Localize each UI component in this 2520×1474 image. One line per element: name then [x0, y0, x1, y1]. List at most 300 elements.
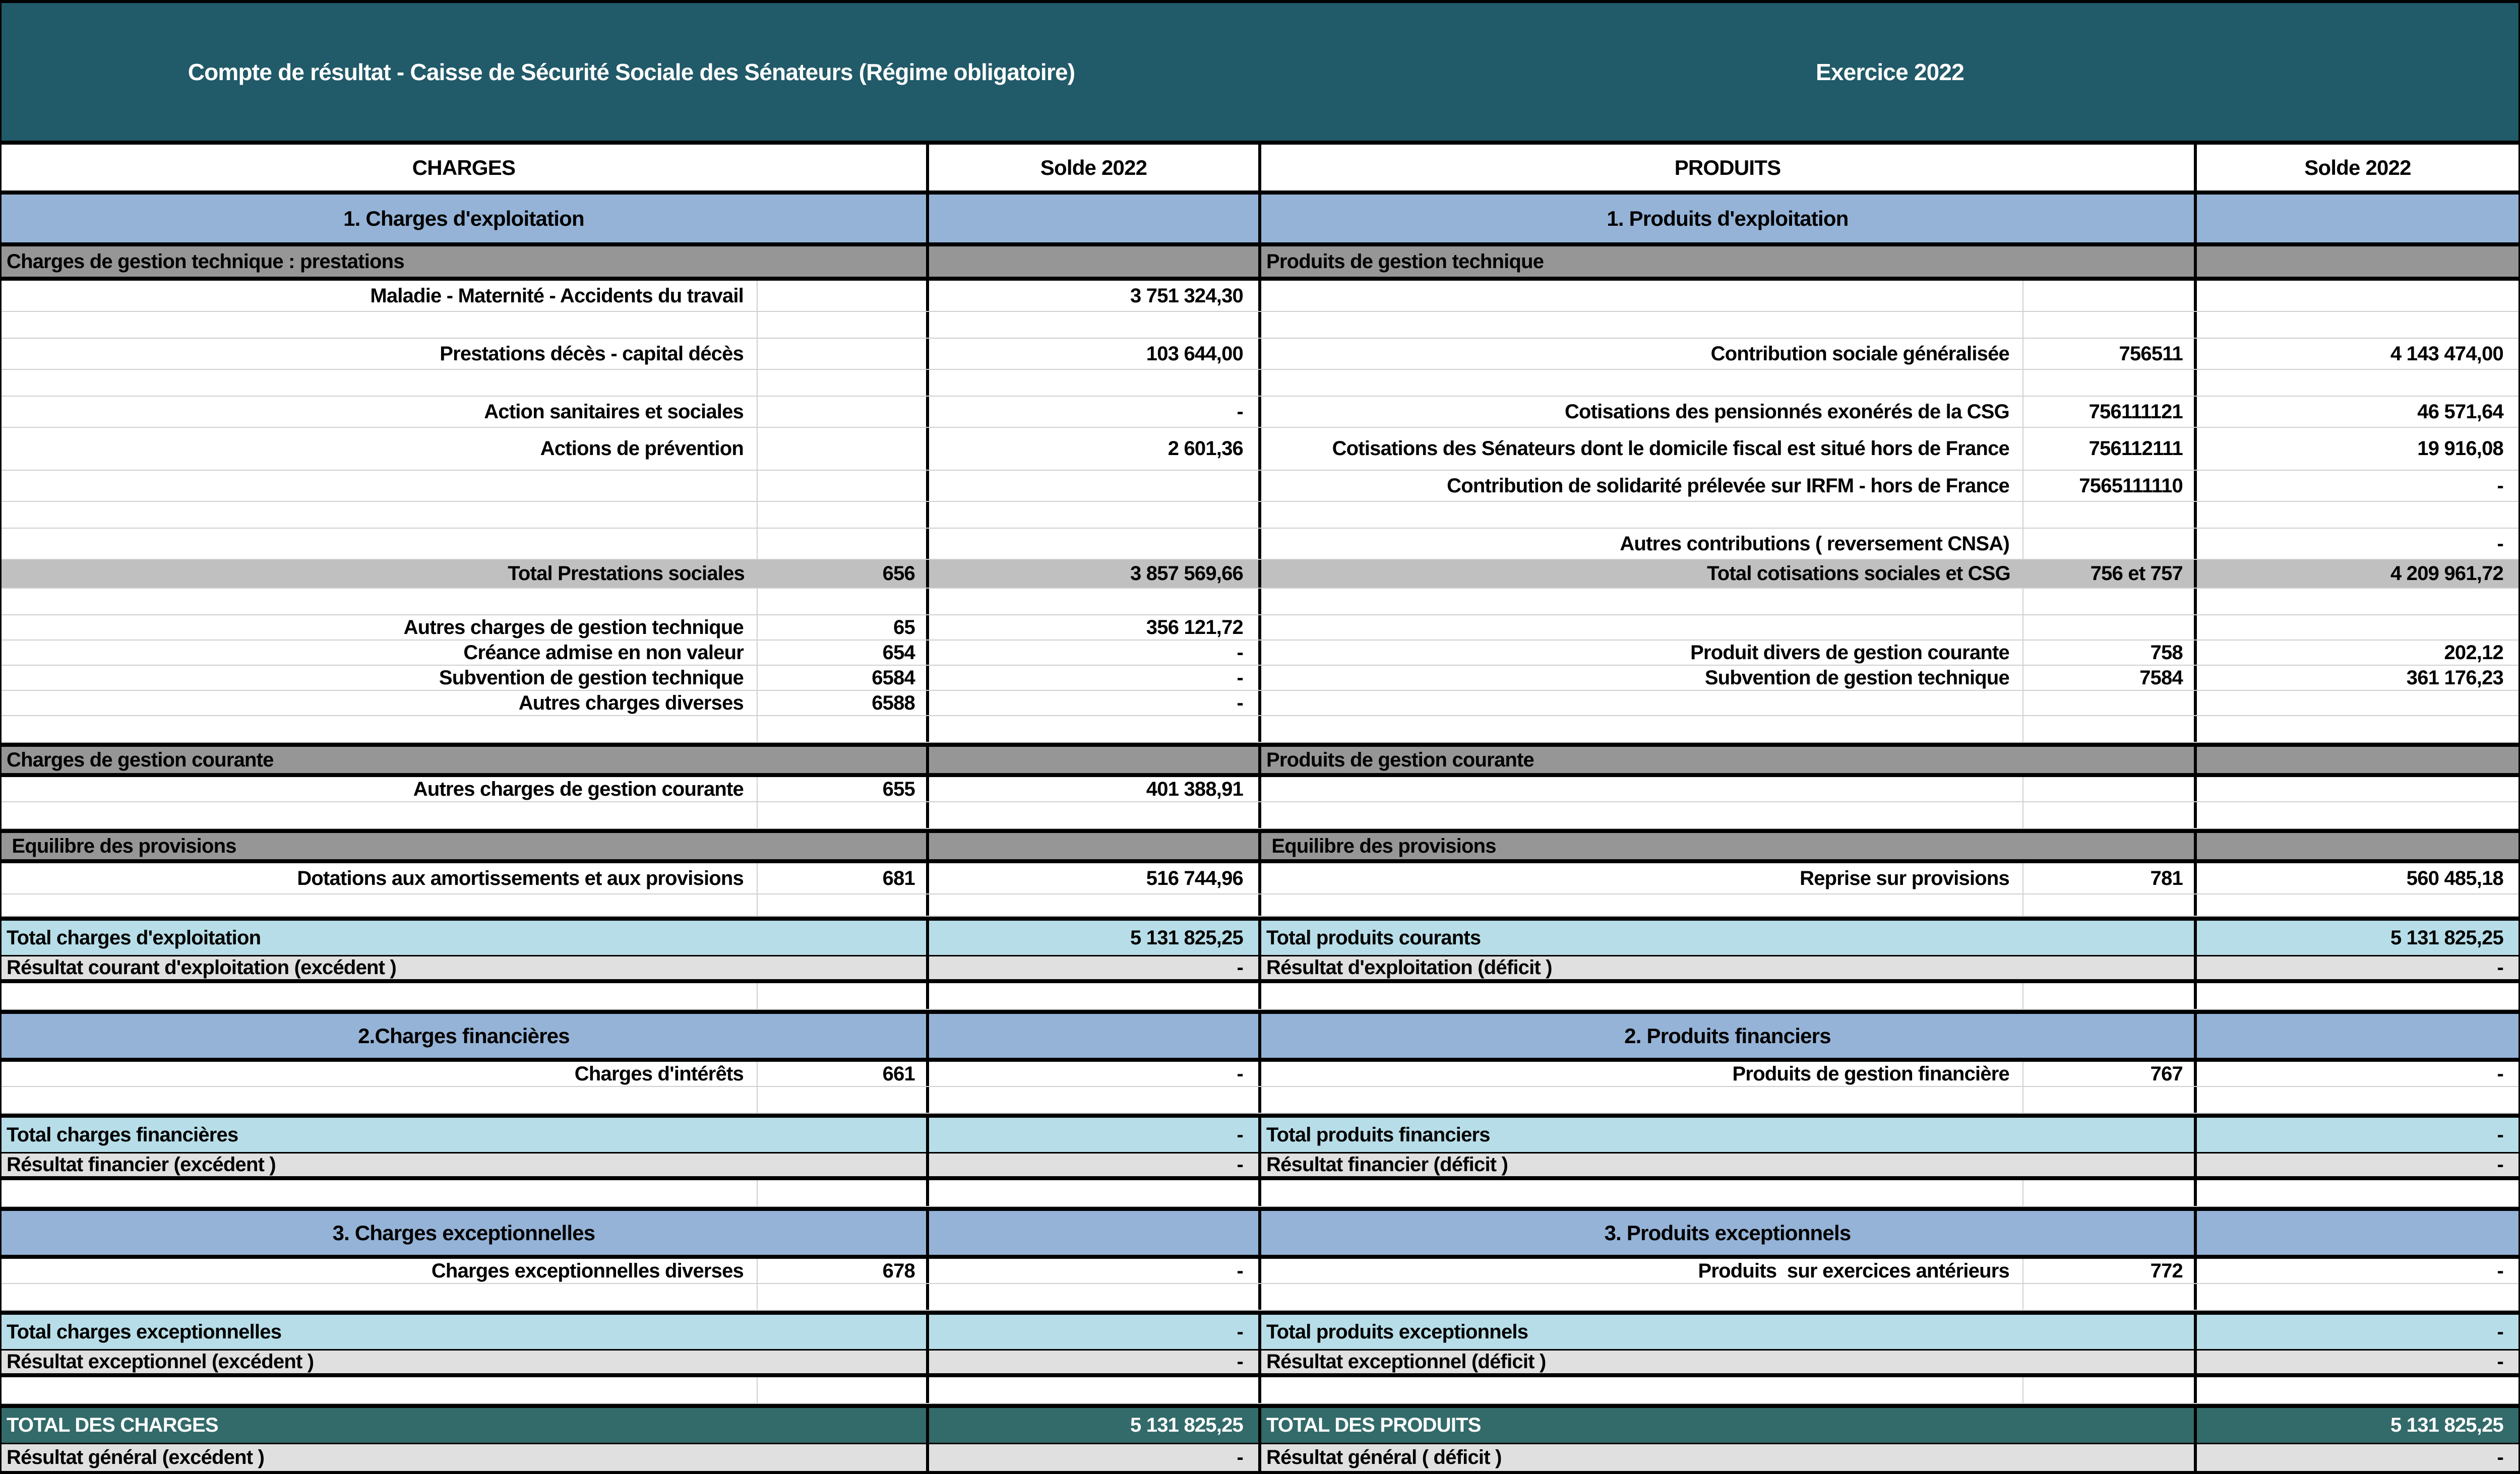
charges-amount-cell	[929, 312, 1261, 338]
charges-amount-cell-text: -	[1237, 1153, 1243, 1176]
charges-label-cell	[2, 1284, 758, 1310]
produits-label-cell	[1261, 777, 2023, 801]
charges-label-cell-text: Autres charges de gestion technique	[403, 616, 744, 638]
produits-amount-cell	[2197, 1211, 2518, 1255]
charges-account-code-cell	[758, 428, 929, 470]
charges-amount-cell-text: 2 601,36	[1167, 437, 1243, 460]
produits-amount-cell	[2197, 615, 2518, 639]
produits-label-cell-text: 1. Produits d'exploitation	[1607, 206, 1849, 230]
charges-label-cell-text: 3. Charges exceptionnelles	[332, 1221, 595, 1245]
produits-label-cell-text: Résultat général ( déficit )	[1266, 1446, 1502, 1468]
spacer-row	[2, 716, 2518, 743]
produits-label-cell	[1261, 589, 2023, 614]
charges-label-cell	[2, 1180, 758, 1206]
produits-label-cell	[1261, 1377, 2023, 1403]
produits-amount-cell	[2197, 1259, 2518, 1283]
produits-amount-cell	[2197, 640, 2518, 665]
produits-label-cell-text: Reprise sur provisions	[1800, 867, 2009, 889]
charges-amount-cell	[929, 1408, 1261, 1443]
produits-label-cell-text: Total produits courants	[1266, 926, 1481, 949]
charges-account-code-cell	[758, 370, 929, 396]
charges-label-cell-text: Charges exceptionnelles diverses	[431, 1259, 744, 1282]
charges-amount-cell-text: 3 751 324,30	[1130, 284, 1243, 307]
produits-amount-cell	[2197, 747, 2518, 773]
produits-account-code-cell	[2023, 428, 2197, 470]
produits-label-cell-text: Total cotisations sociales et CSG	[1707, 562, 2010, 585]
charges-account-code-cell	[758, 894, 929, 916]
produits-amount-cell-text: -	[2497, 1123, 2503, 1146]
produits-label-cell	[1261, 1284, 2023, 1310]
charges-amount-cell-text: 401 388,91	[1146, 778, 1243, 800]
produits-label-cell	[1261, 1408, 2197, 1443]
charges-column-header-label: CHARGES	[412, 155, 516, 179]
charges-label-cell	[2, 640, 758, 665]
produits-label-cell	[1261, 666, 2023, 690]
charges-label-cell	[2, 716, 758, 742]
spacer-row	[2, 1377, 2518, 1404]
charges-account-code-cell	[758, 983, 929, 1009]
charges-label-cell	[2, 691, 758, 715]
produits-amount-cell-text: 361 176,23	[2406, 666, 2503, 689]
report-title: Compte de résultat - Caisse de Sécurité Sociale des Sénateurs (Régime obligatoire)	[188, 58, 1075, 85]
produits-amount-cell	[2197, 1351, 2518, 1373]
produits-label-cell-text: Résultat financier (déficit )	[1266, 1153, 1508, 1176]
charges-amount-cell	[929, 1444, 1261, 1471]
produits-amount-cell	[2197, 921, 2518, 955]
charges-account-code-cell-text: 661	[882, 1062, 915, 1085]
charges-label-cell-text: Dotations aux amortissements et aux provisions	[297, 867, 744, 889]
produits-label-cell-text: TOTAL DES PRODUITS	[1266, 1414, 1481, 1436]
charges-account-code-cell	[758, 691, 929, 715]
charges-amount-cell-text: 516 744,96	[1146, 867, 1243, 889]
produits-amount-cell-text: -	[2497, 1153, 2503, 1176]
produits-amount-cell	[2197, 1284, 2518, 1310]
charges-amount-cell	[929, 397, 1261, 427]
produits-amount-cell	[2197, 397, 2518, 427]
produits-label-cell	[1261, 956, 2197, 979]
produits-account-code-cell	[2023, 312, 2197, 338]
produits-label-cell	[1261, 1087, 2023, 1113]
charges-amount-cell	[929, 502, 1261, 528]
charges-amount-cell	[929, 777, 1261, 801]
produits-label-cell-text: Equilibre des provisions	[1266, 835, 1496, 857]
produits-amount-cell-text: 46 571,64	[2417, 400, 2503, 423]
charges-label-cell	[2, 1153, 929, 1176]
charges-amount-cell	[929, 1014, 1261, 1058]
produits-amount-cell-text: 202,12	[2444, 641, 2503, 664]
produits-account-code-cell-text: 781	[2150, 867, 2183, 889]
produits-amount-cell	[2197, 666, 2518, 690]
charges-label-cell	[2, 502, 758, 528]
charges-amount-cell	[929, 339, 1261, 369]
charges-label-cell-text: Autres charges diverses	[518, 691, 744, 714]
produits-amount-cell	[2197, 529, 2518, 559]
total-row	[2, 1311, 2518, 1351]
charges-amount-cell-text: -	[1237, 1062, 1243, 1085]
charges-label-cell	[2, 428, 758, 470]
produits-column-header-label: PRODUITS	[1674, 155, 1781, 179]
produits-amount-cell	[2197, 502, 2518, 528]
charges-label-cell	[2, 529, 758, 559]
charges-label-cell	[2, 956, 929, 979]
charges-label-cell-text: Total charges financières	[7, 1123, 238, 1146]
produits-label-cell-text: Subvention de gestion technique	[1704, 666, 2009, 689]
produits-label-cell	[1261, 640, 2023, 665]
charges-amount-cell	[929, 1062, 1261, 1086]
produits-amount-cell	[2197, 1062, 2518, 1086]
produits-amount-cell	[2197, 1315, 2518, 1349]
charges-account-code-cell	[758, 666, 929, 690]
charges-amount-cell-text: -	[1237, 1351, 1243, 1373]
produits-amount-cell-text: -	[2497, 1351, 2503, 1373]
charges-account-code-cell	[758, 1377, 929, 1403]
produits-amount-cell	[2197, 833, 2518, 859]
charges-account-code-cell	[758, 802, 929, 828]
charges-account-code-cell	[758, 471, 929, 501]
produits-label-cell-text: Produits sur exercices antérieurs	[1698, 1259, 2009, 1282]
produits-label-cell	[1261, 312, 2023, 338]
charges-label-cell	[2, 863, 758, 893]
produits-label-cell	[1261, 691, 2023, 715]
produits-account-code-cell	[2023, 802, 2197, 828]
produits-amount-cell	[2197, 312, 2518, 338]
solde-left-column-header-label: Solde 2022	[1040, 155, 1147, 179]
charges-amount-cell-text: -	[1237, 1320, 1243, 1343]
charges-label-cell-text: Action sanitaires et sociales	[484, 400, 744, 423]
charges-amount-cell-text: 356 121,72	[1146, 616, 1243, 638]
produits-label-cell	[1261, 833, 2197, 859]
charges-amount-cell-text: -	[1237, 1123, 1243, 1146]
charges-amount-cell	[929, 833, 1261, 859]
produits-account-code-cell-text: 7565111110	[2079, 474, 2183, 497]
charges-label-cell	[2, 312, 758, 338]
charges-amount-cell	[929, 666, 1261, 690]
section-header-row	[2, 195, 2518, 246]
charges-account-code-cell-text: 678	[882, 1259, 915, 1282]
charges-amount-cell	[929, 1180, 1261, 1206]
spacer-row	[2, 894, 2518, 917]
charges-label-cell-text: Charges de gestion courante	[7, 748, 274, 771]
produits-amount-cell	[2197, 802, 2518, 828]
charges-account-code-cell	[758, 615, 929, 639]
produits-amount-cell-text: -	[2497, 1259, 2503, 1282]
produits-amount-cell	[2197, 1377, 2518, 1403]
produits-label-cell-text: Total produits exceptionnels	[1266, 1320, 1528, 1343]
produits-account-code-cell	[2023, 777, 2197, 801]
charges-amount-cell	[929, 589, 1261, 614]
charges-label-cell	[2, 1351, 929, 1373]
produits-label-cell	[1261, 1062, 2023, 1086]
charges-amount-cell	[929, 560, 1261, 588]
charges-label-cell	[2, 777, 758, 801]
data-row	[2, 777, 2518, 802]
produits-label-cell-text: Produit divers de gestion courante	[1690, 641, 2009, 664]
charges-amount-cell-text: -	[1237, 956, 1243, 979]
charges-amount-cell	[929, 640, 1261, 665]
charges-label-cell	[2, 747, 929, 773]
charges-account-code-cell	[758, 589, 929, 614]
produits-account-code-cell	[2023, 1062, 2197, 1086]
produits-account-code-cell	[2023, 471, 2197, 501]
produits-amount-cell-text: 5 131 825,25	[2390, 926, 2503, 949]
charges-amount-cell-text: 5 131 825,25	[1130, 926, 1243, 949]
produits-label-cell	[1261, 370, 2023, 396]
solde-right-column-header-label: Solde 2022	[2304, 155, 2411, 179]
charges-account-code-cell-text: 681	[882, 867, 915, 889]
spacer-row	[2, 312, 2518, 339]
spacer-row	[2, 589, 2518, 615]
produits-label-cell-text: Cotisations des pensionnés exonérés de la CSG	[1564, 400, 2009, 423]
produits-label-cell	[1261, 983, 2023, 1009]
produits-amount-cell-text: -	[2497, 532, 2503, 555]
produits-account-code-cell	[2023, 589, 2197, 614]
produits-amount-cell	[2197, 956, 2518, 979]
produits-label-cell	[1261, 716, 2023, 742]
produits-account-code-cell	[2023, 397, 2197, 427]
produits-account-code-cell	[2023, 502, 2197, 528]
produits-account-code-cell	[2023, 1087, 2197, 1113]
produits-account-code-cell	[2023, 863, 2197, 893]
charges-amount-cell	[929, 1118, 1261, 1152]
charges-amount-cell	[929, 1377, 1261, 1403]
produits-amount-cell-text: -	[2497, 1320, 2503, 1343]
produits-amount-cell	[2197, 281, 2518, 311]
spacer-row	[2, 802, 2518, 829]
produits-account-code-cell-text: 756111121	[2088, 400, 2183, 423]
total-row	[2, 917, 2518, 956]
section-header-row	[2, 1207, 2518, 1259]
charges-amount-cell	[929, 615, 1261, 639]
produits-label-cell	[1261, 471, 2023, 501]
total-row	[2, 1114, 2518, 1153]
charges-amount-cell	[929, 370, 1261, 396]
charges-label-cell	[2, 833, 929, 859]
charges-label-cell	[2, 1087, 758, 1113]
charges-account-code-cell	[758, 397, 929, 427]
produits-amount-cell	[2197, 370, 2518, 396]
charges-label-cell	[2, 983, 758, 1009]
charges-label-cell	[2, 1259, 758, 1283]
produits-label-cell-text: Produits de gestion technique	[1266, 250, 1544, 273]
charges-label-cell-text: Charges de gestion technique : prestations	[7, 250, 404, 273]
produits-label-cell	[1261, 502, 2023, 528]
column-header-row	[2, 145, 2518, 195]
produits-label-cell-text: Total produits financiers	[1266, 1123, 1490, 1146]
produits-account-code-cell	[2023, 281, 2197, 311]
produits-amount-cell	[2197, 1014, 2518, 1058]
spacer-row	[2, 370, 2518, 397]
charges-account-code-cell	[758, 1259, 929, 1283]
produits-label-cell-text: 2. Produits financiers	[1624, 1023, 1831, 1048]
table-body	[2, 195, 2518, 1471]
produits-label-cell	[1261, 1351, 2197, 1373]
charges-account-code-cell	[758, 1284, 929, 1310]
charges-label-cell-text: Prestations décès - capital décès	[440, 342, 744, 365]
data-row	[2, 339, 2518, 370]
charges-account-code-cell	[758, 502, 929, 528]
produits-label-cell	[1261, 428, 2023, 470]
charges-label-cell-text: Autres charges de gestion courante	[413, 778, 744, 800]
produits-account-code-cell	[2023, 691, 2197, 715]
charges-amount-cell	[929, 471, 1261, 501]
fiscal-year-label: Exercice 2022	[1816, 58, 1964, 85]
spacer-row	[2, 1087, 2518, 1114]
charges-amount-cell	[929, 802, 1261, 828]
data-row	[2, 281, 2518, 312]
charges-label-cell	[2, 1118, 929, 1152]
produits-account-code-cell	[2023, 370, 2197, 396]
produits-label-cell-text: Cotisations des Sénateurs dont le domicile fiscal est situé hors de France	[1332, 437, 2009, 460]
charges-label-cell	[2, 1315, 929, 1349]
charges-account-code-cell-text: 6588	[872, 691, 915, 714]
charges-label-cell	[2, 1408, 929, 1443]
solde-2022-left-column-header	[929, 145, 1261, 190]
produits-label-cell	[1261, 894, 2023, 916]
produits-label-cell-text: Résultat d'exploitation (déficit )	[1266, 956, 1552, 979]
charges-label-cell-text: Créance admise en non valeur	[463, 641, 744, 664]
produits-amount-cell	[2197, 1118, 2518, 1152]
result-row	[2, 956, 2518, 983]
charges-account-code-cell	[758, 1180, 929, 1206]
data-row	[2, 666, 2518, 691]
produits-account-code-cell	[2023, 1259, 2197, 1283]
data-row	[2, 529, 2518, 560]
produits-label-cell-text: Contribution sociale généralisée	[1710, 342, 2009, 365]
produits-account-code-cell-text: 756112111	[2088, 437, 2183, 460]
produits-amount-cell-text: 5 131 825,25	[2390, 1414, 2503, 1436]
subsection-header-row	[2, 246, 2518, 281]
produits-amount-cell-text: -	[2497, 1446, 2503, 1468]
produits-amount-cell	[2197, 1444, 2518, 1471]
produits-label-cell	[1261, 281, 2023, 311]
charges-label-cell	[2, 370, 758, 396]
charges-label-cell	[2, 471, 758, 501]
data-row	[2, 863, 2518, 894]
produits-account-code-cell	[2023, 1284, 2197, 1310]
charges-account-code-cell-text: 655	[882, 778, 915, 800]
produits-amount-cell	[2197, 1153, 2518, 1176]
spacer-row	[2, 1284, 2518, 1311]
spacer-row	[2, 983, 2518, 1010]
charges-label-cell-text: Total charges exceptionnelles	[7, 1320, 282, 1343]
charges-label-cell	[2, 615, 758, 639]
produits-amount-cell	[2197, 777, 2518, 801]
produits-label-cell	[1261, 863, 2023, 893]
charges-account-code-cell	[758, 281, 929, 311]
produits-account-code-cell-text: 756511	[2119, 342, 2183, 365]
produits-amount-cell-text: -	[2497, 956, 2503, 979]
produits-amount-cell	[2197, 863, 2518, 893]
produits-column-header	[1261, 145, 2197, 190]
charges-label-cell	[2, 397, 758, 427]
charges-label-cell	[2, 921, 929, 955]
charges-amount-cell	[929, 1087, 1261, 1113]
produits-account-code-cell-text: 772	[2150, 1259, 2183, 1282]
produits-amount-cell	[2197, 589, 2518, 614]
produits-amount-cell-text: -	[2497, 1062, 2503, 1085]
produits-amount-cell-text: 4 209 961,72	[2390, 562, 2503, 585]
produits-amount-cell	[2197, 691, 2518, 715]
charges-label-cell-text: Charges d'intérêts	[574, 1062, 744, 1085]
produits-label-cell	[1261, 1180, 2023, 1206]
charges-account-code-cell	[758, 529, 929, 559]
charges-amount-cell	[929, 1153, 1261, 1176]
subsection-header-row	[2, 829, 2518, 863]
subsection-header-row	[2, 743, 2518, 777]
produits-label-cell-text: Produits de gestion courante	[1266, 748, 1534, 771]
charges-amount-cell	[929, 1315, 1261, 1349]
produits-label-cell	[1261, 560, 2023, 588]
produits-amount-cell	[2197, 560, 2518, 588]
produits-amount-cell	[2197, 1180, 2518, 1206]
charges-account-code-cell	[758, 640, 929, 665]
produits-label-cell	[1261, 195, 2197, 242]
charges-label-cell-text: Actions de prévention	[540, 437, 744, 460]
produits-label-cell	[1261, 1014, 2197, 1058]
charges-amount-cell-text: 3 857 569,66	[1130, 562, 1243, 585]
charges-amount-cell	[929, 195, 1261, 242]
charges-amount-cell	[929, 983, 1261, 1009]
produits-amount-cell	[2197, 428, 2518, 470]
charges-label-cell-text: 2.Charges financières	[358, 1023, 570, 1048]
produits-account-code-cell-text: 767	[2150, 1062, 2183, 1085]
charges-label-cell	[2, 1377, 758, 1403]
spacer-row	[2, 1180, 2518, 1207]
charges-label-cell	[2, 666, 758, 690]
charges-account-code-cell	[758, 312, 929, 338]
data-row	[2, 1259, 2518, 1284]
charges-label-cell	[2, 560, 758, 588]
charges-amount-cell	[929, 281, 1261, 311]
charges-amount-cell	[929, 691, 1261, 715]
data-row	[2, 691, 2518, 716]
produits-amount-cell-text: 19 916,08	[2417, 437, 2503, 460]
produits-label-cell-text: Autres contributions ( reversement CNSA)	[1620, 532, 2009, 555]
charges-amount-cell-text: -	[1237, 641, 1243, 664]
title-banner	[2, 3, 2518, 145]
charges-account-code-cell-text: 654	[882, 641, 915, 664]
charges-amount-cell	[929, 1284, 1261, 1310]
section-header-row	[2, 1010, 2518, 1062]
charges-label-cell	[2, 1014, 929, 1058]
charges-amount-cell	[929, 863, 1261, 893]
report-title-cell	[2, 3, 1261, 141]
charges-label-cell-text: Maladie - Maternité - Accidents du travail	[370, 284, 744, 307]
data-row	[2, 428, 2518, 471]
charges-label-cell	[2, 589, 758, 614]
charges-amount-cell-text: -	[1237, 666, 1243, 689]
charges-label-cell-text: Résultat exceptionnel (excédent )	[7, 1351, 314, 1373]
produits-amount-cell-text: 4 143 474,00	[2390, 342, 2503, 365]
result-row	[2, 1351, 2518, 1377]
charges-amount-cell-text: -	[1237, 691, 1243, 714]
charges-amount-cell-text: -	[1237, 400, 1243, 423]
charges-amount-cell-text: -	[1237, 1259, 1243, 1282]
produits-account-code-cell-text: 7584	[2139, 666, 2183, 689]
charges-account-code-cell	[758, 1062, 929, 1086]
charges-label-cell-text: Equilibre des provisions	[7, 835, 236, 857]
produits-amount-cell	[2197, 1408, 2518, 1443]
produits-account-code-cell	[2023, 716, 2197, 742]
produits-account-code-cell	[2023, 983, 2197, 1009]
produits-label-cell	[1261, 529, 2023, 559]
produits-label-cell	[1261, 615, 2023, 639]
produits-label-cell	[1261, 921, 2197, 955]
charges-label-cell	[2, 1062, 758, 1086]
grand-total-row	[2, 1404, 2518, 1444]
charges-label-cell	[2, 246, 929, 277]
produits-amount-cell	[2197, 195, 2518, 242]
